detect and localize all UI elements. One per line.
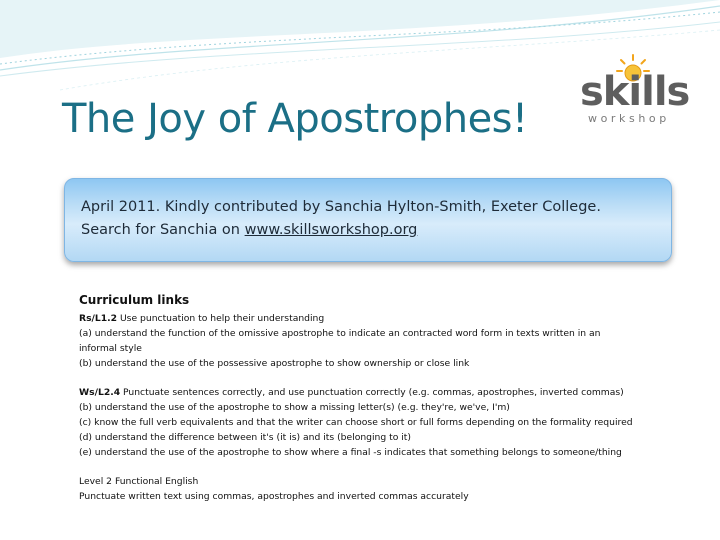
skills-workshop-logo xyxy=(578,54,694,130)
ws-standard-line xyxy=(79,385,679,400)
logo-wordmark: skills xyxy=(580,69,690,115)
rs-item-b: (b) understand the use of the possessive apostrophe to show ownership or close link xyxy=(79,358,470,369)
slide-title: The Joy of Apostrophes! xyxy=(62,96,528,142)
ws-description: Punctuate sentences correctly, and use punctuation correctly (e.g. commas, apostrophes, inverted commas) xyxy=(120,387,624,398)
logo-subtitle: workshop xyxy=(588,112,670,125)
ws-item-c: (c) know the full verb equivalents and that the writer can choose short or full forms depending on the formality required xyxy=(79,417,633,428)
ws-item-d: (d) understand the difference between it's (it is) and its (belonging to it) xyxy=(79,432,411,443)
level2-text: Punctuate written text using commas, apostrophes and inverted commas accurately xyxy=(79,491,469,502)
info-box xyxy=(64,178,672,262)
rs-standard-line xyxy=(79,311,679,326)
curriculum-heading: Curriculum links xyxy=(79,293,190,307)
rs-description: Use punctuation to help their understanding xyxy=(117,313,325,324)
ws-code: Ws/L2.4 xyxy=(79,387,121,398)
spacer xyxy=(79,460,679,474)
website-link[interactable]: www.skillsworkshop.org xyxy=(244,222,418,238)
level2-heading: Level 2 Functional English xyxy=(79,476,199,487)
rs-item-a-line1: (a) understand the function of the omissive apostrophe to indicate an contracted word form in texts written in an xyxy=(79,328,601,339)
info-credit-line: April 2011. Kindly contributed by Sanchia Hylton-Smith, Exeter College. xyxy=(81,199,601,215)
ws-item-e: (e) understand the use of the apostrophe to show where a final -s indicates that something belongs to someone/thing xyxy=(79,447,622,458)
curriculum-section xyxy=(79,293,679,504)
rs-item-a-line2: informal style xyxy=(79,343,142,354)
ws-item-b: (b) understand the use of the apostrophe to show a missing letter(s) (e.g. they're, we've, I'm) xyxy=(79,402,510,413)
rs-code: Rs/L1.2 xyxy=(79,313,118,324)
info-search-line xyxy=(81,222,417,238)
spacer xyxy=(79,371,679,385)
info-search-prefix: Search for Sanchia on xyxy=(81,222,245,238)
